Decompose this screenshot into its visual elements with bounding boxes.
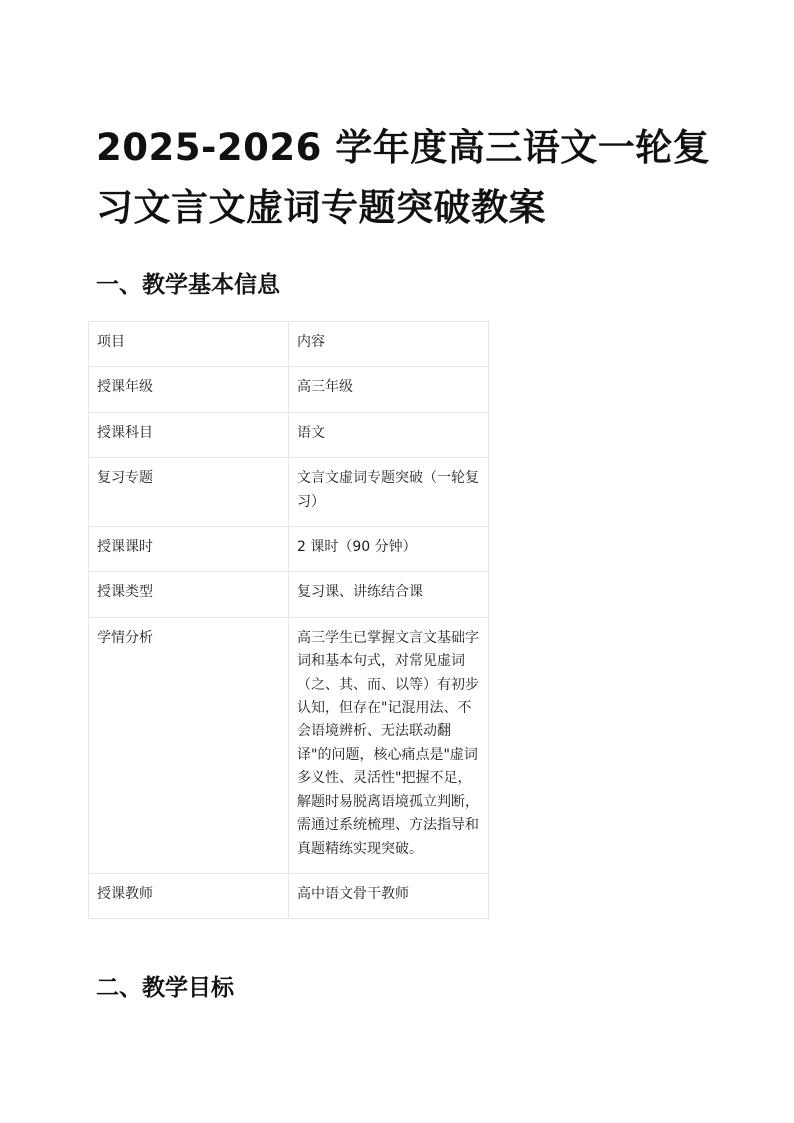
table-row xyxy=(89,367,489,412)
table-cell-content: 高三年级 xyxy=(289,367,489,412)
document-title: 2025-2026 学年度高三语文一轮复习文言文虚词专题突破教案 xyxy=(96,126,711,229)
table-cell-item: 授课科目 xyxy=(89,412,289,457)
table-cell-item: 授课教师 xyxy=(89,873,289,918)
table-cell-content: 高三学生已掌握文言文基础字词和基本句式，对常见虚词（之、其、而、以等）有初步认知，但存在"记混用法、不会语境辨析、无法联动翻译"的问题，核心痛点是"虚词多义性、灵活性"把握不足，解题时易脱离语境孤立判断，需通过系统梳理、方法指导和真题精练实现突破。 xyxy=(289,617,489,873)
table-cell-item: 授课类型 xyxy=(89,572,289,617)
table-row xyxy=(89,412,489,457)
table-row xyxy=(89,458,489,527)
table-cell-item: 授课课时 xyxy=(89,527,289,572)
table-cell-content: 2 课时（90 分钟） xyxy=(289,527,489,572)
info-table xyxy=(88,321,489,919)
table-cell-content: 内容 xyxy=(289,322,489,367)
table-row xyxy=(89,572,489,617)
table-cell-content: 语文 xyxy=(289,412,489,457)
table-cell-item: 授课年级 xyxy=(89,367,289,412)
table-row xyxy=(89,873,489,918)
table-cell-item: 学情分析 xyxy=(89,617,289,873)
table-cell-item: 复习专题 xyxy=(89,458,289,527)
table-cell-content: 文言文虚词专题突破（一轮复习） xyxy=(289,458,489,527)
table-cell-content: 复习课、讲练结合课 xyxy=(289,572,489,617)
table-row xyxy=(89,617,489,873)
table-cell-content: 高中语文骨干教师 xyxy=(289,873,489,918)
table-row xyxy=(89,527,489,572)
section-heading-teaching-goals: 二、教学目标 xyxy=(96,975,234,1001)
table-cell-item: 项目 xyxy=(89,322,289,367)
table-row xyxy=(89,322,489,367)
section-heading-basic-info: 一、教学基本信息 xyxy=(96,272,280,298)
